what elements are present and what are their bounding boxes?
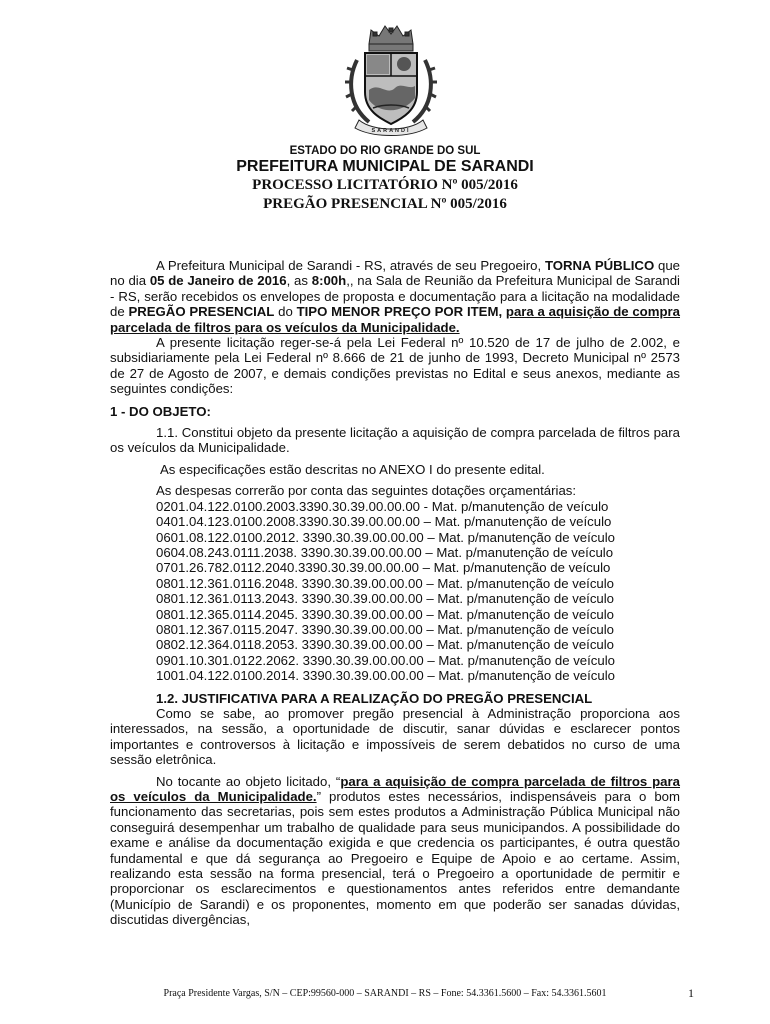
dotacao-line: 1001.04.122.0100.2014. 3390.30.39.00.00.00 – Mat. p/manutenção de veículo [156, 668, 615, 684]
processo-heading: PROCESSO LICITATÓRIO Nº 005/2016 [252, 177, 518, 193]
justification-paragraph-2: No tocante ao objeto licitado, “para a aquisição de compra parcelada de filtros para os veículos da Municipalidade.” produtos estes necessários, indispensáveis para o bom funcionamento das secretarias, pois sem estes produtos a Administração Pública Municipal não conseguirá desempenhar um trabalho de qualidade para seus municipandos. A possibilidade do exame e análise da documentação exigida e que credencia os participantes, é outra questão fundamental e que dá segurança ao Pregoeiro e Equipe de Apoio e ao certame. Assim, realizando esta sessão na forma presencial, terá o Pregoeiro a oportunidade de permitir e proporcionar os esclarecimentos e questionamentos antes referidos entre demandante (Município de Sarandi) e os proponentes, momento em que poderão ser sanadas dúvidas, discutidas divergências, [110, 773, 680, 928]
section-1-1-paragraph: 1.1. Constitui objeto da presente licitação a aquisição de compra parcelada de filtros para os veículos da Municipalidade. [110, 425, 680, 456]
dotacao-line: 0201.04.122.0100.2003.3390.30.39.00.00.00 - Mat. p/manutenção de veículo [156, 498, 609, 514]
legal-basis-paragraph: A presente licitação reger-se-á pela Lei Federal nº 10.520 de 17 de julho de 2.002, e subsidiariamente pela Lei Federal nº 8.666 de 21 de junho de 1993, Decreto Municipal nº 2573 de 27 de Agosto de 2007, e demais condições previstas no Edital e seus anexos, mediante as seguintes condições: [110, 335, 680, 397]
section-1-2-title: 1.2. JUSTIFICATIVA PARA A REALIZAÇÃO DO PREGÃO PRESENCIAL [156, 690, 593, 706]
dotacao-line: 0801.12.361.0113.2043. 3390.30.39.00.00.00 – Mat. p/manutenção de veículo [156, 591, 615, 607]
municipal-coat-of-arms [343, 20, 439, 138]
dotacao-line: 0801.12.367.0115.2047. 3390.30.39.00.00.00 – Mat. p/manutenção de veículo [156, 621, 615, 637]
prefeitura-heading: PREFEITURA MUNICIPAL DE SARANDI [236, 158, 534, 175]
section-1-title: 1 - DO OBJETO: [110, 403, 211, 419]
dotacao-line: 0901.10.301.0122.2062. 3390.30.39.00.00.00 – Mat. p/manutenção de veículo [156, 652, 615, 668]
document-body [110, 258, 680, 928]
dotacao-line: 0401.04.123.0100.2008.3390.30.39.00.00.00 – Mat. p/manutenção de veículo [156, 514, 612, 530]
dotacoes-intro: As despesas correrão por conta das seguintes dotações orçamentárias: [156, 483, 577, 499]
dotacoes-list [110, 499, 680, 684]
dotacao-line: 0601.08.122.0100.2012. 3390.30.39.00.00.00 – Mat. p/manutenção de veículo [156, 529, 615, 545]
dotacao-line: 0801.12.361.0116.2048. 3390.30.39.00.00.00 – Mat. p/manutenção de veículo [156, 575, 615, 591]
dotacao-line: 0604.08.243.0111.2038. 3390.30.39.00.00.00 – Mat. p/manutenção de veículo [156, 544, 614, 560]
specifications-paragraph: As especificações estão descritas no ANEXO I do presente edital. [160, 461, 545, 477]
dotacao-line: 0801.12.365.0114.2045. 3390.30.39.00.00.00 – Mat. p/manutenção de veículo [156, 606, 615, 622]
intro-paragraph: A Prefeitura Municipal de Sarandi - RS, através de seu Pregoeiro, TORNA PÚBLICO que no dia 05 de Janeiro de 2016, as 8:00h,, na Sala de Reunião da Prefeitura Municipal de Sarandi - RS, serão recebidos os envelopes de proposta e documentação para a licitação na modalidade de PREGÃO PRESENCIAL do TIPO MENOR PREÇO POR ITEM, para a aquisição de compra parcelada de filtros para os veículos da Municipalidade. [110, 258, 680, 335]
crest-label: SARANDI [371, 128, 411, 134]
page-footer: Praça Presidente Vargas, S/N – CEP:99560-000 – SARANDI – RS – Fone: 54.3361.5600 – Fax: 54.3361.5601 [163, 988, 607, 999]
justification-paragraph-1: Como se sabe, ao promover pregão presencial à Administração proporciona aos interessados, na sessão, a oportunidade de discutir, sanar dúvidas e esclarecer pontos importantes e controversos à licitação e impossíveis de serem debatidos no curso de uma sessão eletrônica. [110, 705, 680, 768]
dotacao-line: 0802.12.364.0118.2053. 3390.30.39.00.00.00 – Mat. p/manutenção de veículo [156, 637, 615, 653]
pregao-heading: PREGÃO PRESENCIAL Nº 005/2016 [263, 196, 507, 212]
crown-icon [369, 26, 413, 51]
dotacao-line: 0701.26.782.0112.2040.3390.30.39.00.00.00 – Mat. p/manutenção de veículo [156, 560, 611, 576]
page-number: 1 [688, 986, 694, 1000]
state-heading: ESTADO DO RIO GRANDE DO SUL [289, 145, 481, 157]
